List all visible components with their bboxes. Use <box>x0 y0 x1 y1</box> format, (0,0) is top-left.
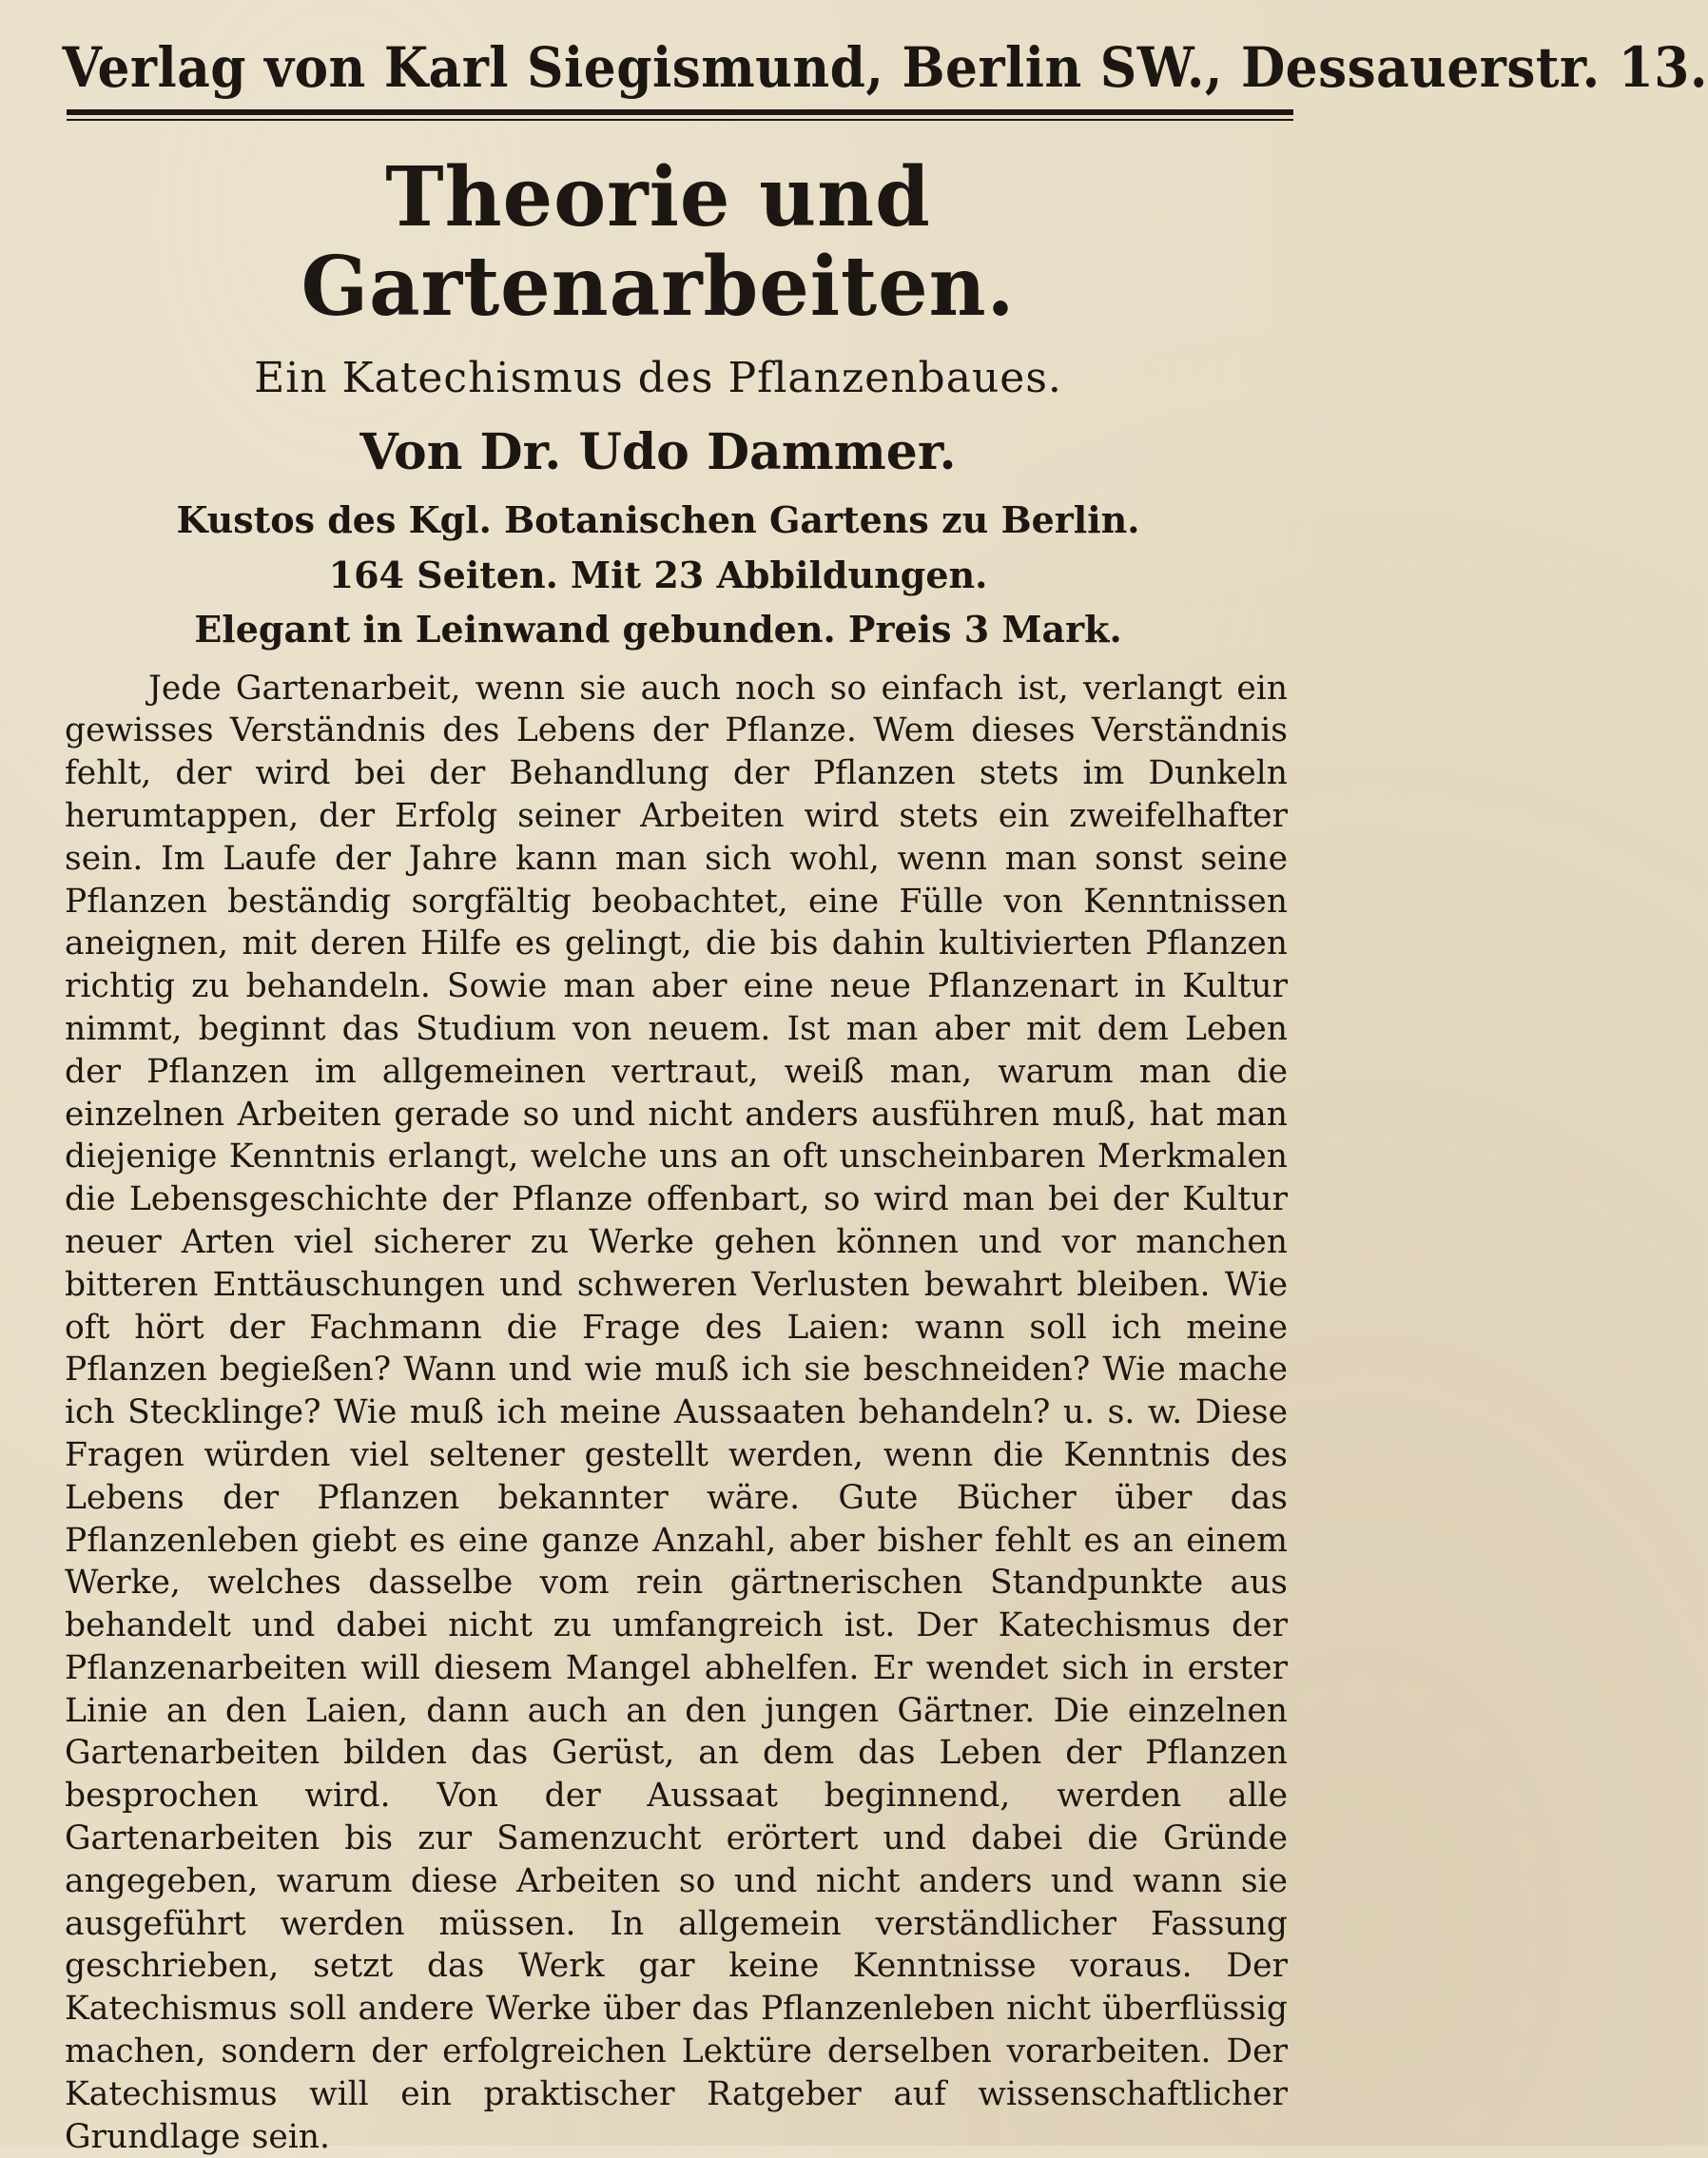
publisher-line: Verlag von Karl Siegismund, Berlin SW., Dessauerstr. 13. <box>62 35 1708 100</box>
book-subtitle: Ein Katechismus des Pflanzenbaues. <box>254 353 1062 402</box>
header-rule <box>67 109 1293 121</box>
author-position: Kustos des Kgl. Botanischen Gartens zu Berlin. <box>176 498 1140 542</box>
binding-price: Elegant in Leinwand gebunden. Preis 3 Mark. <box>194 608 1122 651</box>
book-author: Von Dr. Udo Dammer. <box>359 422 957 481</box>
pages-info: 164 Seiten. Mit 23 Abbildungen. <box>328 553 988 596</box>
book-title: Theorie und Gartenarbeiten. <box>301 148 1016 336</box>
description-paragraph: Jede Gartenarbeit, wenn sie auch noch so einfach ist, verlangt ein gewisses Verständnis des Lebens der Pflanze. Wem dieses Verständnis fehlt, der wird bei der Behandlung der Pflanzen stets im Dunkeln herumtappen, der Erfolg seiner Arbeiten wird stets ein zweifelhafter sein. Im Laufe der Jahre kann man sich wohl, wenn man sonst seine Pflanzen beständig sorgfältig beobachtet, eine Fülle von Kenntnissen aneignen, mit deren Hilfe es gelingt, die bis dahin kultivierten Pflanzen richtig zu behandeln. Sowie man aber eine neue Pflanzenart in Kultur nimmt, beginnt das Studium von neuem. Ist man aber mit dem Leben der Pflanzen im allgemeinen vertraut, weiß man, warum man die einzelnen Arbeiten gerade so und nicht anders ausführen muß, hat man diejenige Kenntnis erlangt, welche uns an oft unscheinbaren Merkmalen die Lebensgeschichte der Pflanze offenbart, so wird man bei der Kultur neuer Arten viel sicherer zu Werke gehen können und vor manchen bitteren Enttäuschungen und schweren Verlusten bewahrt bleiben. Wie oft hört der Fachmann die Frage des Laien: wann soll ich meine Pflanzen begießen? Wann und wie muß ich sie beschneiden? Wie mache ich Stecklinge? Wie muß ich meine Aussaaten behandeln? u. s. w. Diese Fragen würden viel seltener gestellt werden, wenn die Kenntnis des Lebens der Pflanzen bekannter wäre. Gute Bücher über das Pflanzenleben giebt es eine ganze Anzahl, aber bisher fehlt es an einem Werke, welches dasselbe vom rein gärtnerischen Standpunkte aus behandelt und dabei nicht zu umfangreich ist. Der Katechismus der Pflanzenarbeiten will diesem Mangel abhelfen. Er wendet sich in erster Linie an den Laien, dann auch an den jungen Gärtner. Die einzelnen Gartenarbeiten bilden das Gerüst, an dem das Leben der Pflanzen besprochen wird. Von der Aussaat beginnend, werden alle Gartenarbeiten bis zur Samenzucht erörtert und dabei die Gründe angegeben, warum diese Arbeiten so und nicht anders und wann sie ausgeführt werden müssen. In allgemein verständlicher Fassung geschrieben, setzt das Werk gar keine Kenntnisse voraus. Der Katechismus soll andere Werke über das Pflanzenleben nicht überflüssig machen, sondern der erfolgreichen Lektüre derselben vorarbeiten. Der Katechismus will ein praktischer Ratgeber auf wissenschaftlicher Grundlage sein. <box>65 669 1288 2156</box>
